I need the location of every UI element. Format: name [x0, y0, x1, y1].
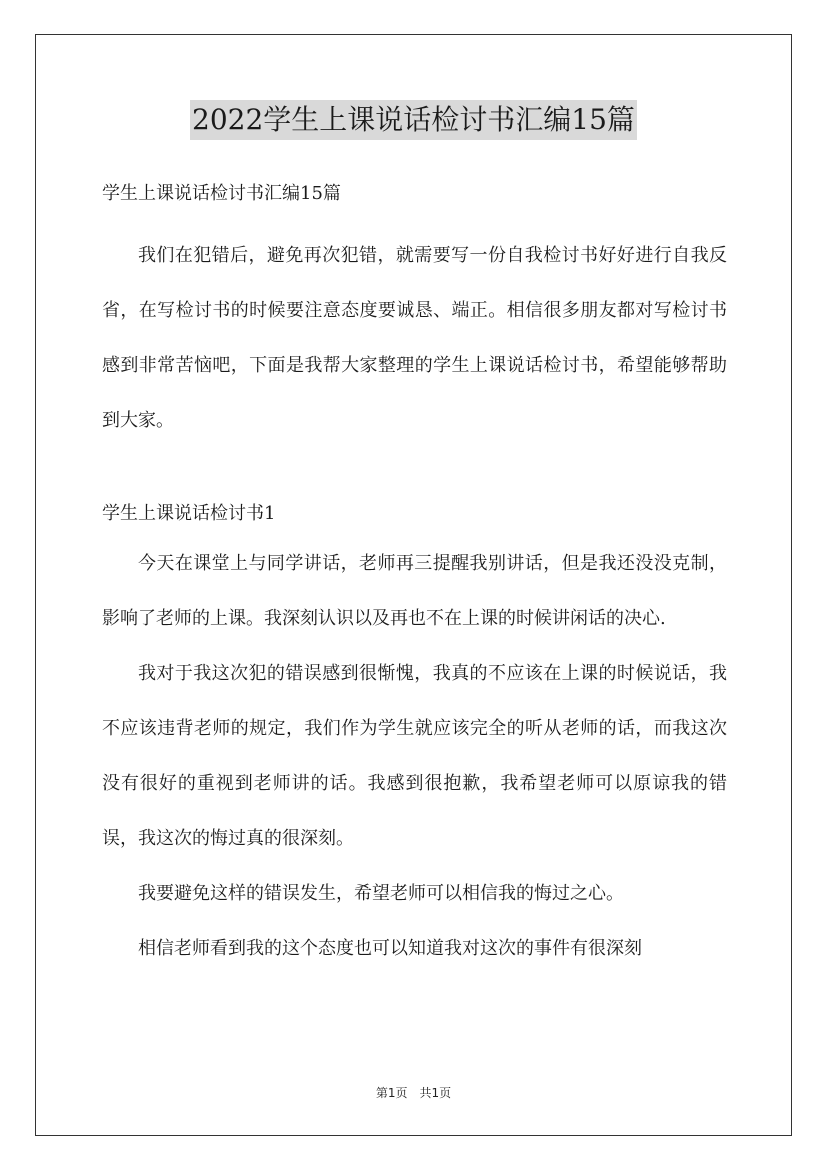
body-paragraph: 我对于我这次犯的错误感到很惭愧，我真的不应该在上课的时候说话，我不应该违背老师的规定，我们作为学生就应该完全的听从老师的话，而我这次没有很好的重视到老师讲的话。我感到很抱歉，我希望老师可以原谅我的错误，我这次的悔过真的很深刻。 [102, 663, 727, 849]
body-paragraph: 相信老师看到我的这个态度也可以知道我对这次的事件有很深刻 [138, 938, 642, 959]
body-paragraph: 我要避免这样的错误发生，希望老师可以相信我的悔过之心。 [138, 883, 624, 904]
page-footer: 第1页 共1页 [375, 1086, 452, 1100]
body-paragraph: 今天在课堂上与同学讲话，老师再三提醒我别讲话，但是我还没没克制，影响了老师的上课。我深刻认识以及再也不在上课的时候讲闲话的决心. [102, 553, 727, 629]
document-body [102, 178, 727, 976]
intro-paragraph: 我们在犯错后，避免再次犯错，就需要写一份自我检讨书好好进行自我反省，在写检讨书的时候要注意态度要诚恳、端正。相信很多朋友都对写检讨书感到非常苦恼吧，下面是我帮大家整理的学生上课说话检讨书，希望能够帮助到大家。 [102, 245, 727, 431]
section-heading: 学生上课说话检讨书1 [102, 503, 276, 524]
title-container [0, 100, 827, 140]
document-title: 2022学生上课说话检讨书汇编15篇 [190, 100, 637, 140]
subtitle-heading: 学生上课说话检讨书汇编15篇 [102, 183, 341, 204]
